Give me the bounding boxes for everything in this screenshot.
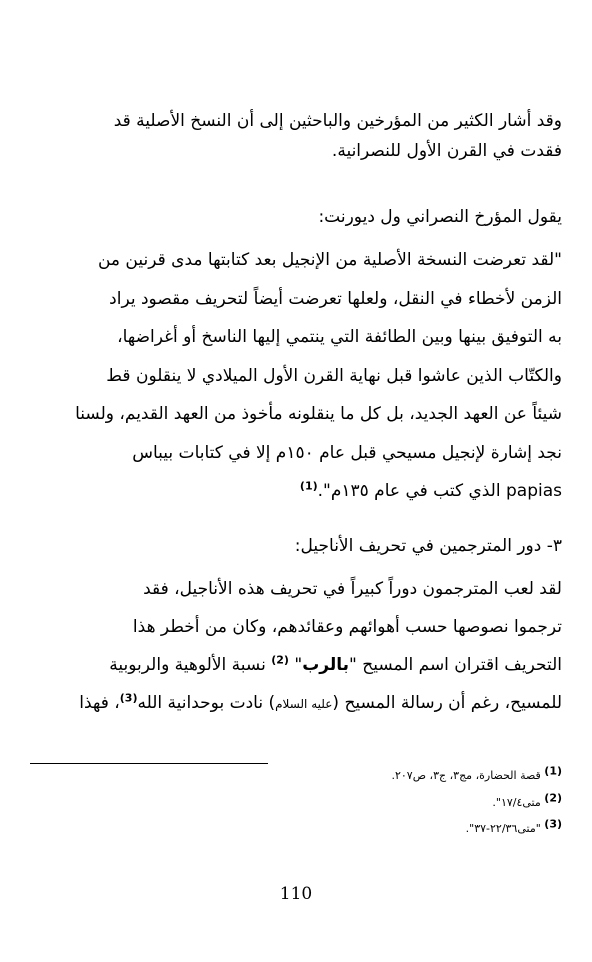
text-run: التحريف اقتران اسم المسيح " — [349, 655, 562, 675]
text-run: نسبة الألوهية والربوبية — [109, 655, 272, 675]
footnote-3 — [162, 817, 562, 837]
quote-intro — [38, 205, 562, 229]
paragraph-origins — [38, 106, 562, 166]
durant-quote — [38, 241, 562, 511]
latin-word: papias — [506, 481, 562, 501]
text-line — [38, 472, 562, 511]
text-line: وقد أشار الكثير من المؤرخين والباحثين إلى أن النسخ الأصلية قد — [113, 111, 562, 131]
section-heading — [38, 534, 562, 558]
footnote-mark: (2) — [544, 791, 562, 805]
footnote-ref: (2) — [271, 653, 289, 667]
text-line: لقد لعب المترجمون دوراً كبيراً في تحريف هذه الأناجيل، فقد — [143, 579, 562, 599]
footnote-ref: (3) — [119, 691, 138, 705]
footnote-mark: (1) — [544, 764, 562, 778]
honorific-text: عليه السلام — [275, 697, 333, 711]
text-line — [38, 646, 562, 684]
text-line: شيئاً عن العهد الجديد، بل كل ما ينقلونه مأخوذ من العهد القديم، ولسنا — [75, 404, 562, 424]
footnote-ref: (1) — [299, 479, 318, 493]
text-run: ) نادت بوحدانية الله — [137, 693, 276, 713]
paragraph-translators — [38, 570, 562, 722]
bold-term: بالرب — [302, 655, 349, 675]
page-number: 110 — [279, 884, 313, 904]
footnote-mark: (3) — [544, 817, 562, 831]
text-line: نجد إشارة لإنجيل مسيحي قبل عام ١٥٠م إلا في كتابات بيباس — [132, 442, 562, 463]
footnote-text: متى١٧/٤". — [492, 796, 545, 809]
text-line: الزمن لأخطاء في النقل، ولعلها تعرضت أيضاً لتحريف مقصود يراد — [109, 288, 562, 309]
footnote-text: قصة الحضارة، مج٣، ج٣، ص٢٠٧. — [391, 769, 545, 782]
text-line: ترجموا نصوصها حسب أهوائهم وعقائدهم، وكان من أخطر هذا — [132, 617, 562, 637]
text-run: للمسيح، رغم أن رسالة المسيح ( — [332, 693, 562, 713]
footnote-text: "متى٢٢/٣٦-٣٧". — [465, 822, 545, 835]
text-run: ، فهذا — [79, 693, 120, 713]
text-line: فقدت في القرن الأول للنصرانية. — [331, 141, 562, 161]
text-line: به التوفيق بينها وبين الطائفة التي ينتمي إليها الناسخ أو أغراضها، — [117, 327, 562, 347]
footnote-1 — [162, 764, 562, 784]
text-run: " — [288, 655, 303, 675]
footnote-separator — [30, 763, 268, 764]
text-run: الذي كتب في عام ١٣٥م". — [317, 481, 506, 501]
text-line: والكتّاب الذين عاشوا قبل نهاية القرن الأول الميلادي لا ينقلون قط — [106, 365, 562, 386]
heading-text: ٣- دور المترجمين في تحريف الأناجيل: — [294, 536, 562, 556]
text-line: يقول المؤرخ النصراني ول ديورنت: — [318, 207, 562, 227]
text-line: "لقد تعرضت النسخة الأصلية من الإنجيل بعد كتابتها مدى قرنين من — [97, 250, 562, 270]
text-line — [38, 684, 562, 722]
footnote-2 — [162, 791, 562, 811]
